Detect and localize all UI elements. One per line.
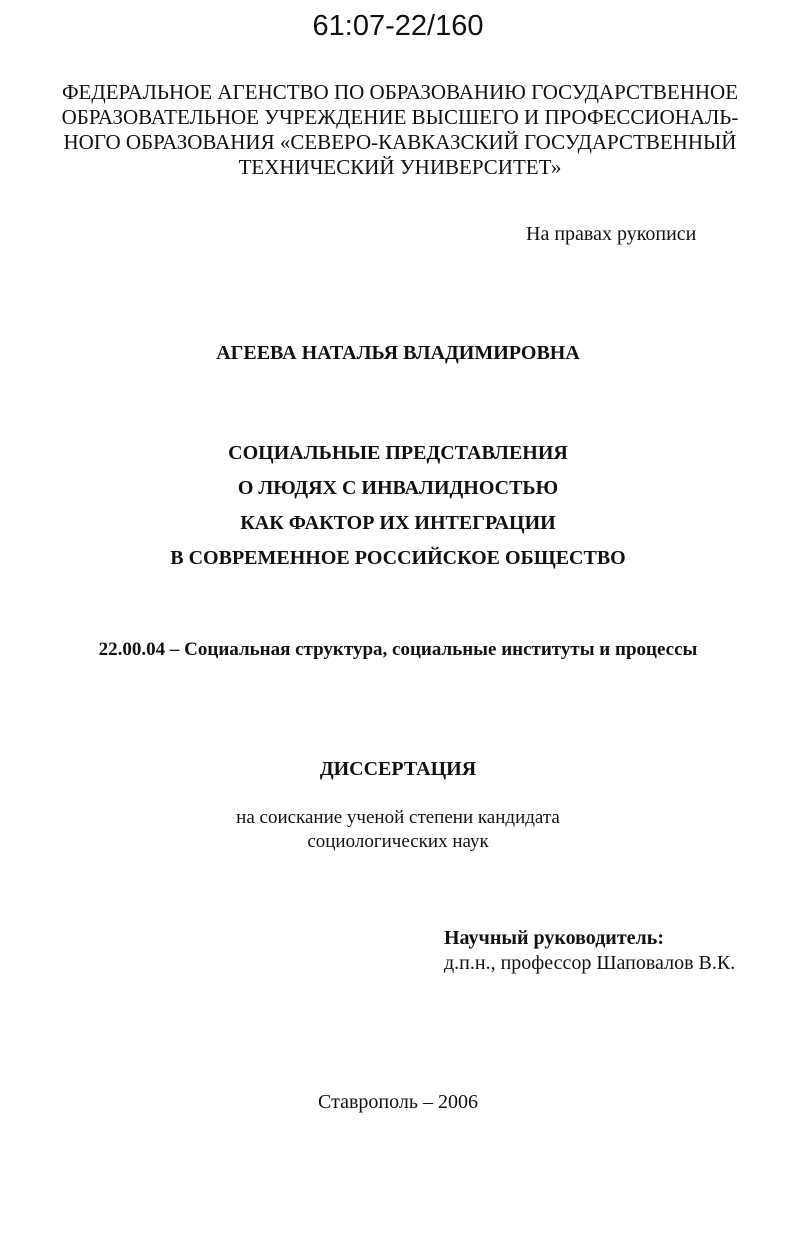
degree-line: социологических наук (307, 831, 489, 852)
degree-line: на соискание ученой степени кандидата (236, 807, 560, 828)
title-line: СОЦИАЛЬНЫЕ ПРЕДСТАВЛЕНИЯ (228, 442, 568, 464)
author-name: АГЕЕВА НАТАЛЬЯ ВЛАДИМИРОВНА (216, 342, 580, 364)
organization-line: ТЕХНИЧЕСКИЙ УНИВЕРСИТЕТ» (238, 155, 562, 179)
supervisor-block (444, 926, 735, 976)
title-line: О ЛЮДЯХ С ИНВАЛИДНОСТЬЮ (237, 477, 559, 499)
manuscript-rights: На правах рукописи (526, 223, 697, 245)
degree-statement (0, 806, 796, 854)
title-line: В СОВРЕМЕННОЕ РОССИЙСКОЕ ОБЩЕСТВО (170, 547, 626, 569)
organization-header (60, 80, 740, 180)
organization-line: НОГО ОБРАЗОВАНИЯ «СЕВЕРО-КАВКАЗСКИЙ ГОСУДАРСТВЕННЫЙ (63, 130, 737, 154)
archive-code: 61:07-22/160 (312, 10, 484, 42)
dissertation-title (0, 436, 796, 576)
specialty-code: 22.00.04 – Социальная структура, социальные институты и процессы (98, 639, 698, 660)
city-year: Ставрополь – 2006 (318, 1091, 478, 1113)
title-line: КАК ФАКТОР ИХ ИНТЕГРАЦИИ (240, 512, 556, 534)
supervisor-label: Научный руководитель: (444, 927, 664, 949)
supervisor-name: д.п.н., профессор Шаповалов В.К. (444, 952, 736, 974)
organization-line: ОБРАЗОВАТЕЛЬНОЕ УЧРЕЖДЕНИЕ ВЫСШЕГО И ПРОФЕССИОНАЛЬ- (61, 105, 739, 129)
document-type: ДИССЕРТАЦИЯ (319, 758, 477, 780)
organization-line: ФЕДЕРАЛЬНОЕ АГЕНСТВО ПО ОБРАЗОВАНИЮ ГОСУДАРСТВЕННОЕ (61, 80, 739, 104)
